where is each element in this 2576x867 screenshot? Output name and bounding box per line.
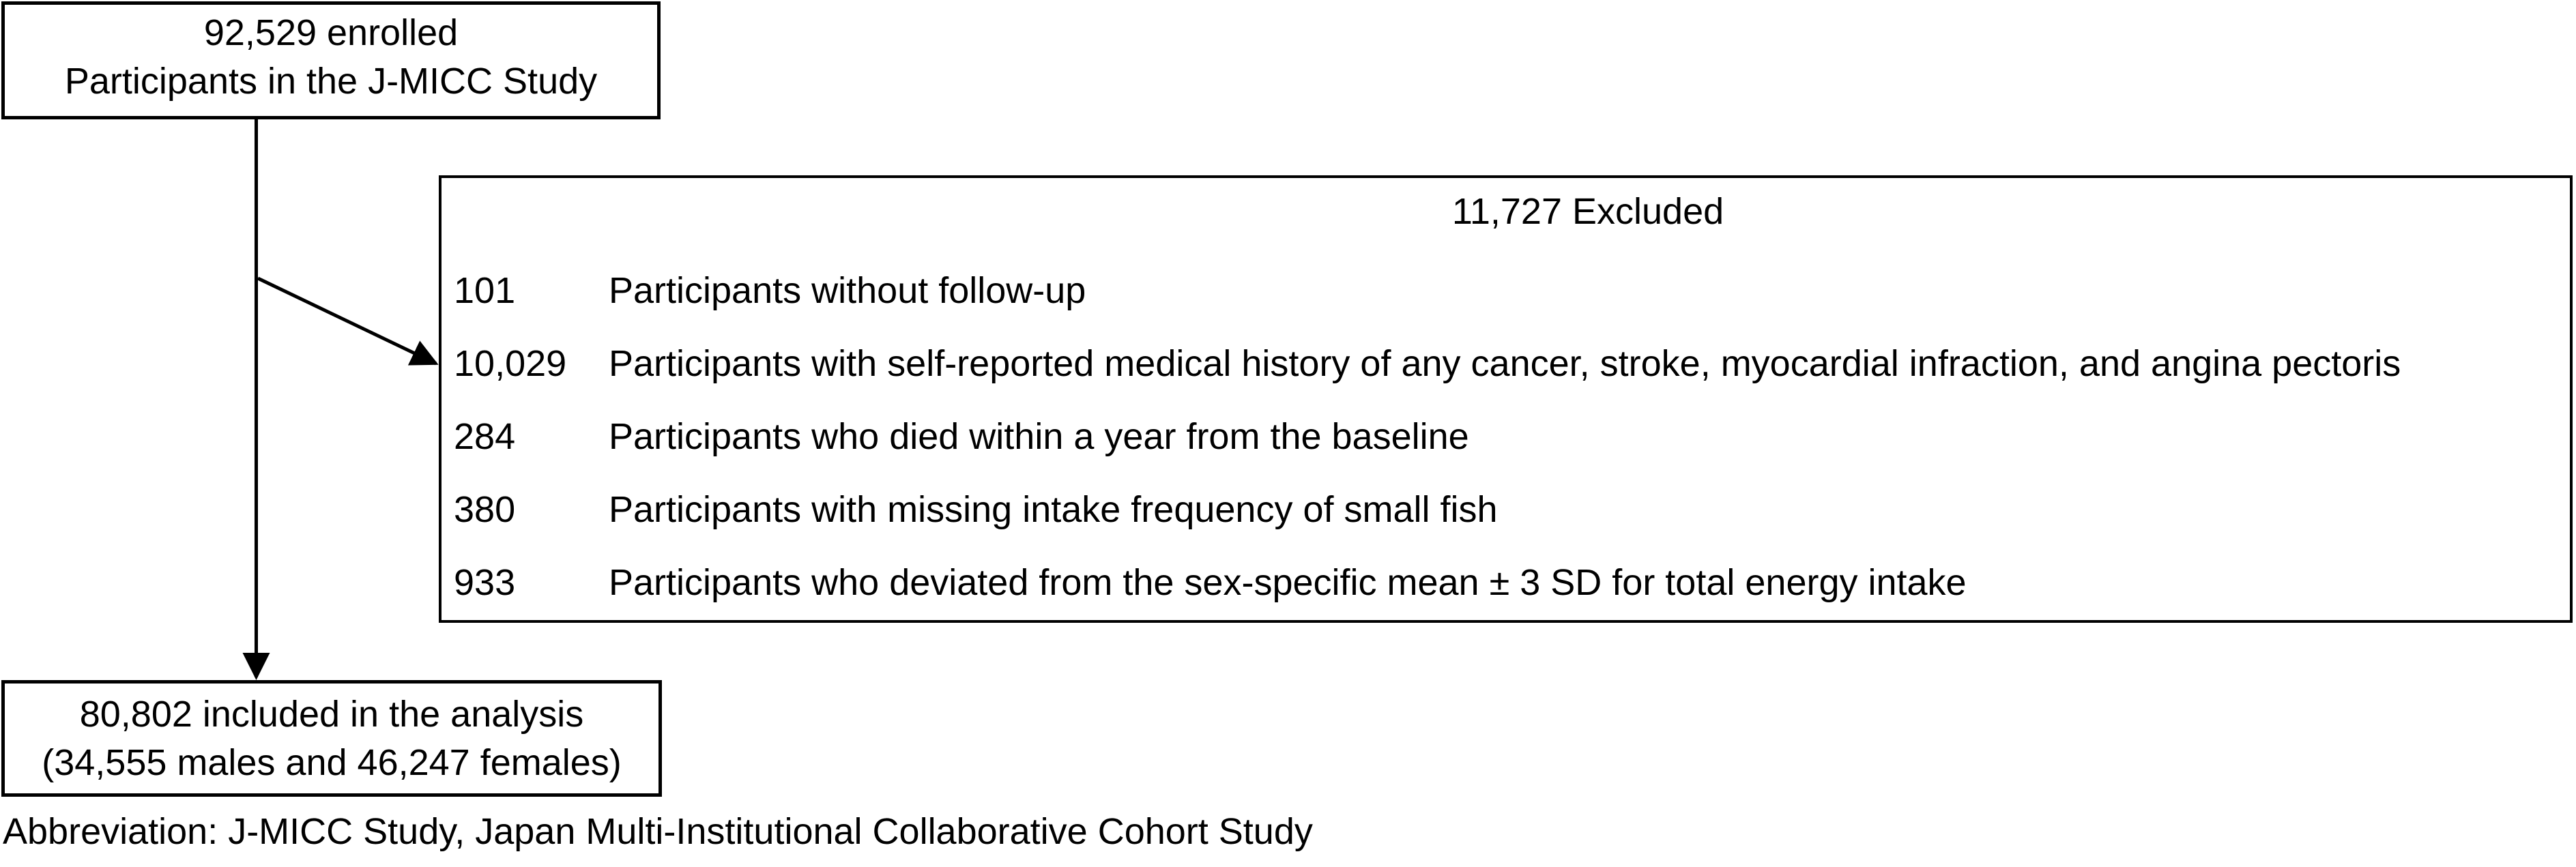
excluded-reason: Participants who deviated from the sex-specific mean ± 3 SD for total energy intake xyxy=(609,562,1967,603)
excluded-row xyxy=(442,272,2570,309)
excluded-count: 101 xyxy=(454,270,516,311)
excluded-row xyxy=(442,418,2570,455)
connector-to-excluded xyxy=(258,278,436,364)
enrolled-box xyxy=(1,1,661,119)
excluded-reason: Participants who died within a year from the baseline xyxy=(609,416,1469,457)
excluded-title: 11,727 Excluded xyxy=(1451,191,1724,232)
included-box xyxy=(1,680,662,797)
excluded-reason: Participants without follow-up xyxy=(609,270,1086,311)
excluded-row xyxy=(442,564,2570,601)
enrolled-desc-line: Participants in the J-MICC Study xyxy=(64,61,598,102)
excluded-box xyxy=(439,175,2573,623)
abbreviation-note: Abbreviation: J-MICC Study, Japan Multi-Institutional Collaborative Cohort Study xyxy=(3,811,1313,852)
included-sex-line: (34,555 males and 46,247 females) xyxy=(42,742,622,783)
excluded-reason: Participants with missing intake frequency of small fish xyxy=(609,489,1498,530)
excluded-count: 933 xyxy=(454,562,516,603)
included-count-line: 80,802 included in the analysis xyxy=(79,694,584,735)
excluded-count: 10,029 xyxy=(454,343,567,384)
enrolled-count-line: 92,529 enrolled xyxy=(203,12,459,53)
excluded-count: 380 xyxy=(454,489,516,530)
excluded-reason: Participants with self-reported medical history of any cancer, stroke, myocardial infraction, and angina pectoris xyxy=(609,343,2401,384)
excluded-count: 284 xyxy=(454,416,516,457)
excluded-row xyxy=(442,345,2570,382)
excluded-row xyxy=(442,491,2570,528)
